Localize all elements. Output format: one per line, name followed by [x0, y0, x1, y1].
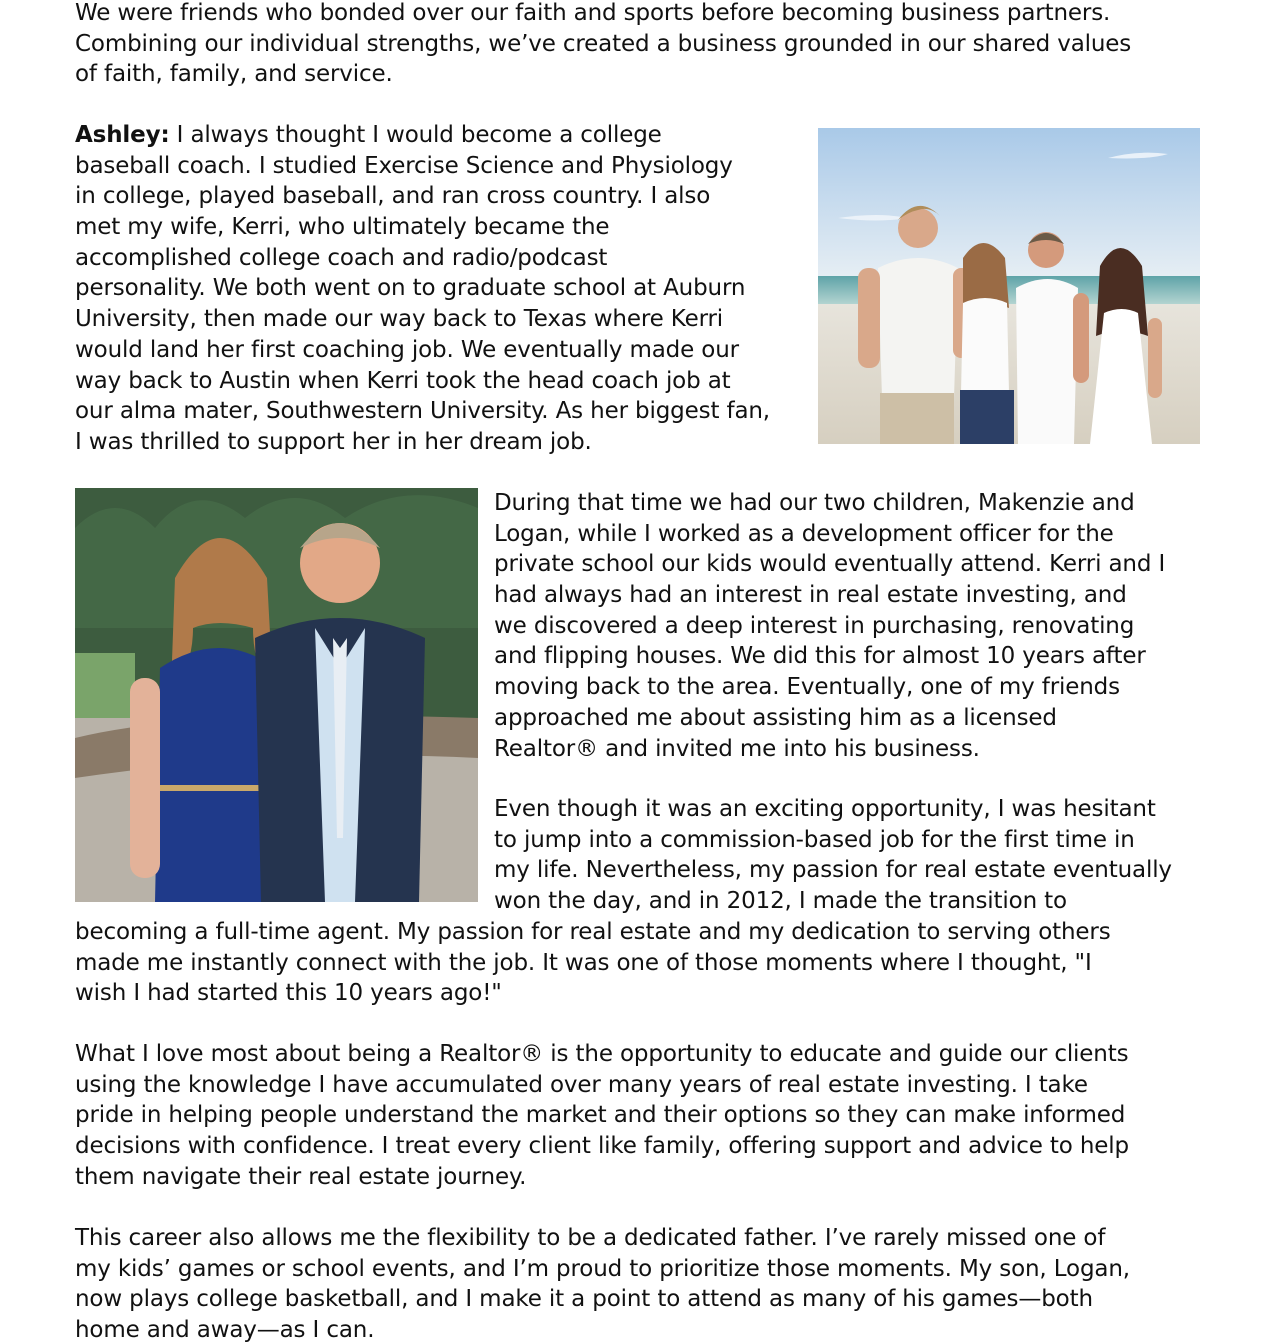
opportunity-line: to jump into a commission-based job for the first time in [494, 826, 1135, 853]
opportunity-paragraph-wide [75, 917, 1205, 1009]
ashley-paragraph [75, 120, 805, 458]
ashley-line: personality. We both went on to graduate school at Auburn [75, 275, 746, 302]
children-line: we discovered a deep interest in purchasing, renovating [494, 612, 1135, 639]
ashley-line: accomplished college coach and radio/podcast [75, 244, 608, 271]
career-line: my kids’ games or school events, and I’m proud to prioritize those moments. My son, Logan, [75, 1255, 1130, 1282]
couple-formal-photo-icon [75, 488, 478, 902]
ashley-line: our alma mater, Southwestern University. As her biggest fan, [75, 398, 770, 425]
opportunity-line: Even though it was an exciting opportunity, I was hesitant [494, 796, 1156, 822]
ashley-first-line [75, 120, 805, 151]
children-line: approached me about assisting him as a licensed [494, 704, 1057, 731]
ashley-line: University, then made our way back to Texas where Kerri [75, 306, 724, 333]
ashley-line: met my wife, Kerri, who ultimately became the [75, 214, 610, 241]
children-paragraph [494, 488, 1204, 764]
opportunity-line: my life. Nevertheless, my passion for real estate eventually [494, 857, 1172, 884]
ashley-line: way back to Austin when Kerri took the head coach job at [75, 367, 731, 394]
children-line: had always had an interest in real estate investing, and [494, 582, 1127, 609]
children-line: During that time we had our two children, Makenzie and [494, 490, 1135, 516]
ashley-line: would land her first coaching job. We eventually made our [75, 336, 739, 363]
family-beach-photo-icon [818, 128, 1200, 444]
realtor-line: them navigate their real estate journey. [75, 1163, 527, 1190]
realtor-line: using the knowledge I have accumulated over many years of real estate investing. I take [75, 1071, 1088, 1098]
family-beach-photo [818, 128, 1200, 444]
realtor-paragraph [75, 1039, 1205, 1192]
children-line: and flipping houses. We did this for almost 10 years after [494, 643, 1146, 670]
children-line: Realtor® and invited me into his business. [494, 735, 980, 762]
intro-line: We were friends who bonded over our faith and sports before becoming business partners. [75, 0, 1111, 26]
ashley-first-line-text: I always thought I would become a college [169, 122, 662, 148]
career-line: This career also allows me the flexibility to be a dedicated father. I’ve rarely missed one of [75, 1225, 1106, 1251]
ashley-line: I was thrilled to support her in her dream job. [75, 428, 592, 455]
opportunity-line: won the day, and in 2012, I made the transition to [494, 888, 1067, 915]
ashley-line: in college, played baseball, and ran cross country. I also [75, 183, 711, 210]
children-line: private school our kids would eventually attend. Kerri and I [494, 551, 1166, 578]
intro-paragraph [75, 0, 1205, 90]
intro-line: of faith, family, and service. [75, 61, 393, 88]
speaker-name: Ashley: [75, 122, 170, 148]
intro-line: Combining our individual strengths, we’ve created a business grounded in our shared values [75, 30, 1132, 57]
opportunity-line: made me instantly connect with the job. It was one of those moments where I thought, "I [75, 949, 1092, 976]
opportunity-paragraph-narrow [494, 794, 1204, 917]
career-line: home and away—as I can. [75, 1317, 375, 1342]
children-line: Logan, while I worked as a development officer for the [494, 520, 1114, 547]
career-paragraph [75, 1223, 1205, 1342]
ashley-line: baseball coach. I studied Exercise Science and Physiology [75, 152, 733, 179]
career-line: now plays college basketball, and I make it a point to attend as many of his games—both [75, 1286, 1093, 1313]
children-line: moving back to the area. Eventually, one of my friends [494, 674, 1120, 701]
realtor-line: What I love most about being a Realtor® is the opportunity to educate and guide our clients [75, 1041, 1129, 1067]
couple-formal-photo [75, 488, 478, 902]
opportunity-line: becoming a full-time agent. My passion for real estate and my dedication to serving others [75, 919, 1111, 945]
realtor-line: decisions with confidence. I treat every client like family, offering support and advice to help [75, 1133, 1129, 1160]
opportunity-line: wish I had started this 10 years ago!" [75, 980, 502, 1007]
realtor-line: pride in helping people understand the market and their options so they can make informed [75, 1102, 1126, 1129]
